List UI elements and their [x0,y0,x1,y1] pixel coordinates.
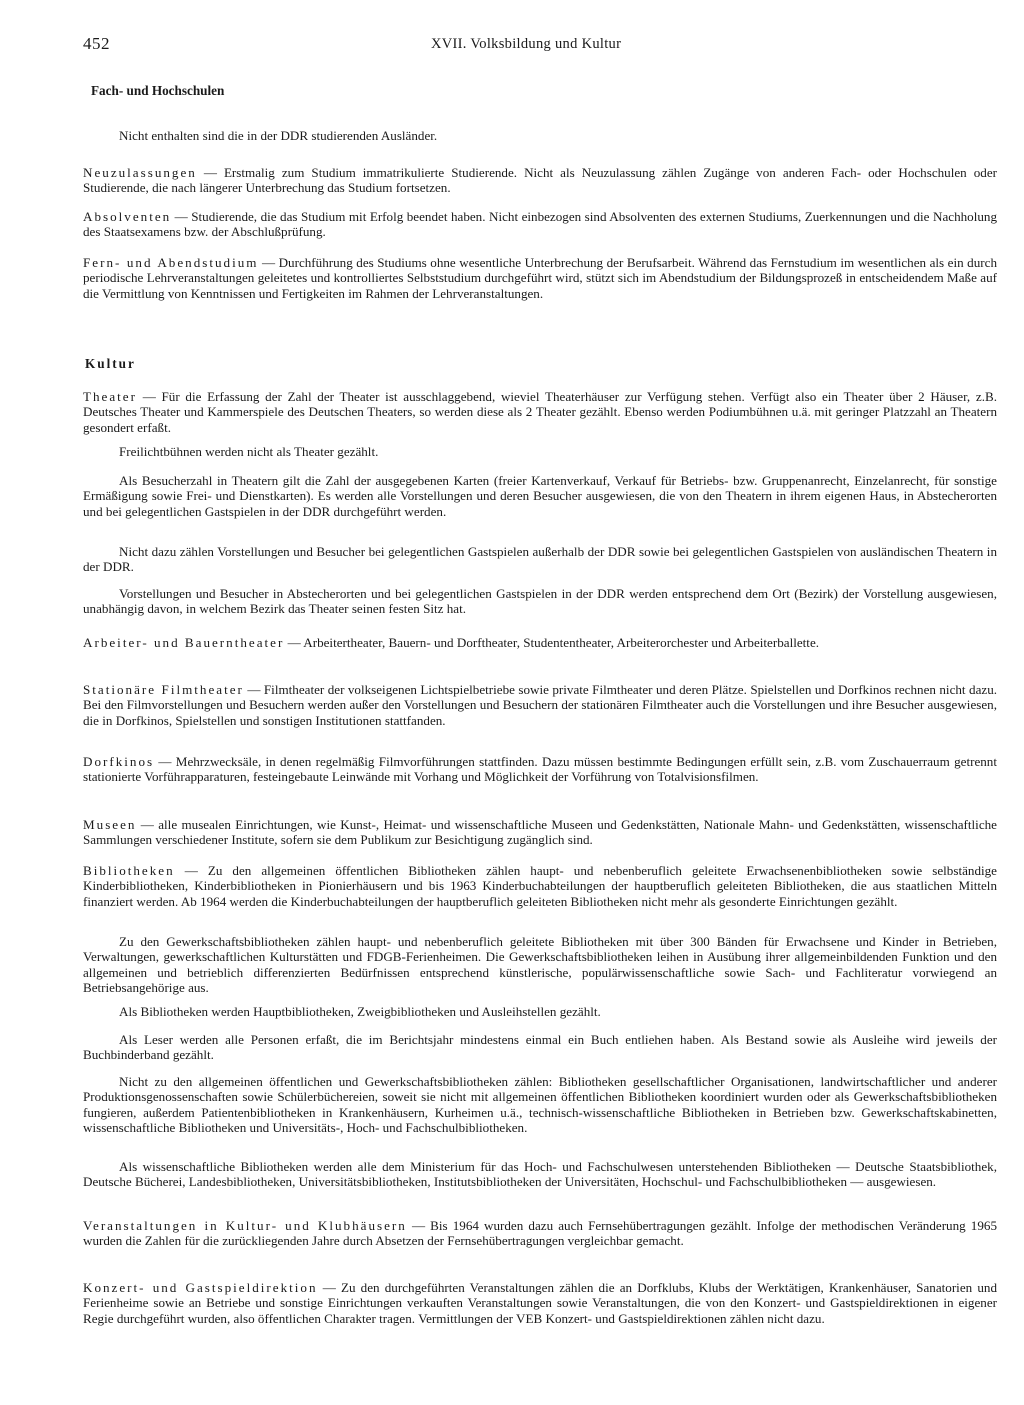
definition-bibliotheken [83,863,997,909]
paragraph-abstecherorte [83,586,997,617]
definition-neuzulassungen [83,165,997,196]
definition-stationaere-filmtheater [83,682,997,728]
definition-veranstaltungen-kulturhaeuser [83,1218,997,1249]
paragraph-text: Freilichtbühnen werden nicht als Theater gezählt. [119,444,379,459]
definition-dorfkinos [83,754,997,785]
paragraph-wissenschaftliche-bibliotheken [83,1159,997,1190]
paragraph-text: Als Leser werden alle Personen erfaßt, die im Berichtsjahr mindestens einmal ein Buch entliehen haben. Als Bestand sowie als Ausleihe wird jeweils der Buchbinderband gezählt. [83,1032,997,1063]
section-heading-fach-hochschulen: Fach- und Hochschulen [91,83,225,98]
definition-text: — Mehrzwecksäle, in denen regelmäßig Filmvorführungen stattfinden. Dazu müssen bestimmte Bedingungen erfüllt sein, z.B. vom Zuschauerraum getrennt stationierte Vorführapparaturen, festeingebaute Leinwände mit Vorhang und Möglichkeit der Vorführung von Totalvisionsfilmen. [83,754,997,785]
definition-term: Veranstaltungen in Kultur- und Klubhäusern [83,1218,407,1233]
definition-text: — Filmtheater der volkseigenen Lichtspielbetriebe sowie private Filmtheater und deren Plätze. Spielstellen und Dorfkinos rechnen nicht dazu. Bei den Filmvorstellungen und Besuchern werden außer den Vorstellungen und Besuchern der stationären Filmtheater auch die Vorstellungen und ihre Besucher ausgewiesen, die in Dorfkinos, Spielstellen und sonstigen Institutionen stattfanden. [83,682,998,728]
paragraph-hauptbibliotheken [83,1004,997,1019]
definition-text: — Arbeitertheater, Bauern- und Dorftheater, Studententheater, Arbeiterorchester und Arbeiterballette. [284,635,820,650]
definition-term: Dorfkinos [83,754,155,769]
paragraph-gastspiele-ausland [83,544,997,575]
definition-term: Absolventen [83,209,172,224]
definition-fern-abendstudium [83,255,997,301]
paragraph-text: Als wissenschaftliche Bibliotheken werden alle dem Ministerium für das Hoch- und Fachschulwesen unterstehenden Bibliotheken — Deutsche Staatsbibliothek, Deutsche Bücherei, Landesbibliotheken, Universitätsbibliotheken, Institutsbibliotheken der Universitäten, Hochschul- und Fachschulbibliotheken — ausgewiesen. [83,1159,997,1190]
definition-term: Theater [83,389,137,404]
paragraph-text: Als Besucherzahl in Theatern gilt die Zahl der ausgegebenen Karten (freier Kartenverkauf, Verkauf für Betriebs- bzw. Gruppenanrecht, Einzelanrecht, für sonstige Ermäßigung sowie Frei- und Dienstkarten). Es werden alle Vorstellungen und deren Besucher ausgewiesen, die von den Theatern in ihrem eigenen Haus, in Abstecherorten und bei gelegentlichen Gastspielen in der DDR durchgeführt werden. [83,473,997,519]
running-head: XVII. Volksbildung und Kultur [431,36,622,52]
definition-konzert-gastspieldirektion [83,1280,997,1326]
paragraph-freilichtbuehnen [83,444,997,459]
definition-text: — Studierende, die das Studium mit Erfolg beendet haben. Nicht einbezogen sind Absolventen des externen Studiums, Zuerkennungen und die Nachholung des Staatsexamens bzw. der Abschlußprüfung. [83,209,997,240]
paragraph-text: Vorstellungen und Besucher in Abstecherorten und bei gelegentlichen Gastspielen in der DDR werden entsprechend dem Ort (Bezirk) der Vorstellung ausgewiesen, unabhängig davon, in welchem Bezirk das Theater seinen festen Sitz hat. [83,586,997,617]
definition-term: Arbeiter- und Bauerntheater [83,635,285,650]
definition-term: Stationäre Filmtheater [83,682,244,697]
paragraph-besucherzahl [83,473,997,519]
paragraph-auslaender [83,128,997,143]
definition-absolventen [83,209,997,240]
definition-term: Konzert- und Gastspieldirektion [83,1280,318,1295]
definition-museen [83,817,997,848]
definition-term: Bibliotheken [83,863,175,878]
page-header [83,34,997,56]
definition-text: — Durchführung des Studiums ohne wesentliche Unterbrechung der Berufsarbeit. Während das Fernstudium im wesentlichen als ein durch periodische Lehrveranstaltungen geleitetes und kontrolliertes Selbststudium durchgeführt wird, stützt sich im Abendstudium der Bildungsprozeß in entscheidendem Maße auf die Vermittlung von Kenntnissen und Fertigkeiten im Rahmen der Lehrveranstaltungen. [83,255,997,301]
definition-term: Museen [83,817,137,832]
paragraph-text: Nicht enthalten sind die in der DDR studierenden Ausländer. [119,128,438,143]
section-heading-kultur: Kultur [85,356,136,371]
paragraph-text: Nicht dazu zählen Vorstellungen und Besucher bei gelegentlichen Gastspielen außerhalb der DDR sowie bei gelegentlichen Gastspielen von ausländischen Theatern in der DDR. [83,544,997,575]
definition-text: — Zu den durchgeführten Veranstaltungen zählen die an Dorfklubs, Klubs der Werktätigen, Krankenhäuser, Sanatorien und Ferienheime sowie an Betriebe und sonstige Einrichtungen verkauften Veranstaltungen sowie Veranstaltungen, die von den Konzert- und Gastspieldirektionen in eigener Regie durchgeführt wurden, also öffentlichen Charakter tragen. Vermittlungen der VEB Konzert- und Gastspieldirektionen zählen nicht dazu. [83,1280,997,1326]
definition-term: Fern- und Abendstudium [83,255,259,270]
definition-term: Neuzulassungen [83,165,197,180]
page-number: 452 [83,34,110,53]
definition-text: — Erstmalig zum Studium immatrikulierte Studierende. Nicht als Neuzulassung zählen Zugänge von anderen Fach- oder Hochschulen oder Studierende, die nach längerer Unterbrechung das Studium fortsetzen. [83,165,997,196]
definition-text: — Zu den allgemeinen öffentlichen Bibliotheken zählen haupt- und nebenberuflich geleitete Erwachsenenbibliotheken sowie selbständige Kinderbibliotheken, Kinderbibliotheken in Pionierhäusern und bis 1963 Kinderbuchabteilungen der hauptberuflich geleiteten Bibliotheken, die aus staatlichen Mitteln finanziert werden. Ab 1964 werden die Kinderbuchabteilungen der hauptberuflich geleiteten Bibliotheken nicht mehr als gesonderte Einrichtungen gezählt. [83,863,997,909]
definition-theater [83,389,997,435]
paragraph-nicht-oeffentliche-bibliotheken [83,1074,997,1136]
definition-text: — alle musealen Einrichtungen, wie Kunst-, Heimat- und wissenschaftliche Museen und Gedenkstätten, Nationale Mahn- und Gedenkstätten, wissenschaftliche Sammlungen verschiedener Institute, sofern sie dem Publikum zur Besichtigung zugänglich sind. [83,817,997,848]
paragraph-leser [83,1032,997,1063]
definition-text: — Bis 1964 wurden dazu auch Fernsehübertragungen gezählt. Infolge der methodischen Veränderung 1965 wurden die Zahlen für die zurückliegenden Jahre durch Absetzen der Fernsehübertragungen vergleichbar gemacht. [83,1218,997,1249]
paragraph-text: Als Bibliotheken werden Hauptbibliotheken, Zweigbibliotheken und Ausleihstellen gezählt. [119,1004,601,1019]
definition-arbeiter-bauerntheater [83,635,997,650]
paragraph-text: Nicht zu den allgemeinen öffentlichen und Gewerkschaftsbibliotheken zählen: Bibliotheken gesellschaftlicher Organisationen, landwirtschaftlicher und anderer Produktionsgenossenschaften sowie Schülerbüchereien, soweit sie nicht mit allgemeinen öffentlichen Bibliotheken koordiniert wurden oder als Gewerkschaftsbibliotheken fungieren, außerdem Patientenbibliotheken in Krankenhäusern, Kurheimen u.ä., technisch-wissenschaftliche Bibliotheken in Betrieben bzw. Gewerkschaftskabinetten, wissenschaftliche Bibliotheken und Universitäts-, Hoch- und Fachschulbibliotheken. [83,1074,997,1136]
paragraph-gewerkschaftsbibliotheken [83,934,997,996]
paragraph-text: Zu den Gewerkschaftsbibliotheken zählen haupt- und nebenberuflich geleitete Bibliotheken mit über 300 Bänden für Erwachsene und Kinder in Betrieben, Verwaltungen, gewerkschaftlichen Kulturstätten und FDGB-Ferienheimen. Die Gewerkschaftsbibliotheken leihen in Ausübung ihrer allgemeinbildenden Funktion und den allgemeinen und betrieblich differenzierten Bedürfnissen entsprechend künstlerische, populärwissenschaftliche sowie Sach- und Fachliteratur vorwiegend an Betriebsangehörige aus. [83,934,997,996]
definition-text: — Für die Erfassung der Zahl der Theater ist ausschlaggebend, wieviel Theaterhäuser zur Verfügung stehen. Verfügt also ein Theater über 2 Häuser, z.B. Deutsches Theater und Kammerspiele des Deutschen Theaters, so werden diese als 2 Theater gezählt. Ebenso werden Podiumbühnen u.ä. mit geringer Platzzahl an Theatern gesondert erfaßt. [83,389,997,435]
